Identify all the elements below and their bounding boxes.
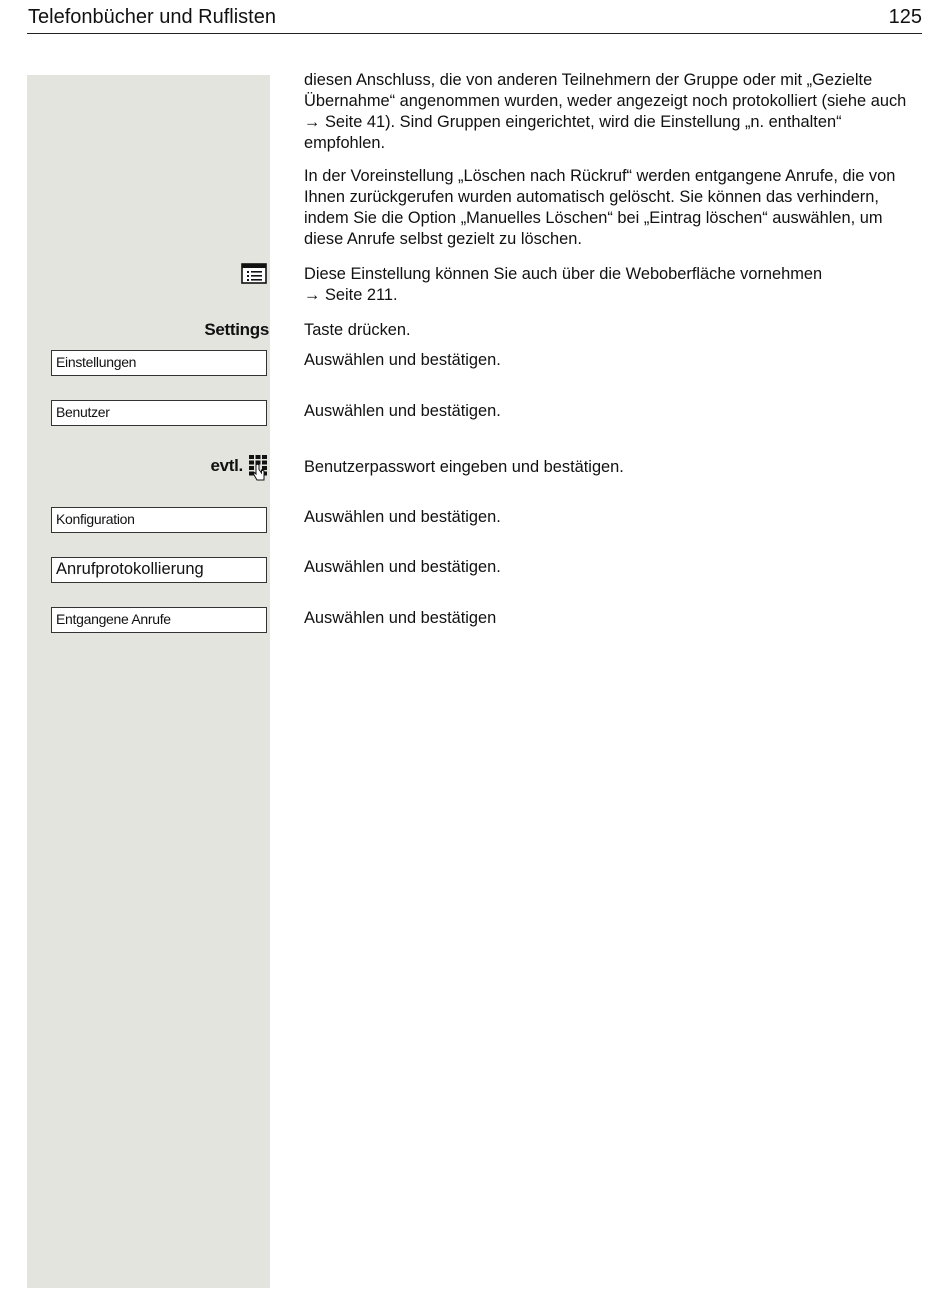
settings-key-label[interactable]: Settings	[204, 320, 269, 339]
anrufprotokollierung-instruction: Auswählen und bestätigen.	[304, 558, 501, 576]
web-note-page-link[interactable]: → Seite 211.	[304, 286, 398, 304]
page-title: Telefonbücher und Ruflisten	[28, 6, 276, 28]
benutzer-instruction: Auswählen und bestätigen.	[304, 402, 501, 420]
web-interface-icon	[241, 263, 267, 284]
intro-paragraph-2: In der Voreinstellung „Löschen nach Rückruf“ werden entgangene Anrufe, die von Ihnen zurückgerufen wurden automatisch gelöscht. Sie können das verhindern, indem Sie die Option „Manuelles Löschen“ bei „Eintrag löschen“ auswählen, um diese Anrufe selbst gezielt zu löschen.	[304, 167, 896, 248]
menu-item-entgangene-anrufe[interactable]: Entgangene Anrufe	[51, 607, 267, 633]
header-divider	[27, 33, 922, 34]
evtl-label: evtl.	[210, 456, 243, 475]
sidebar-column	[27, 75, 270, 1288]
intro-paragraph-1: diesen Anschluss, die von anderen Teilnehmern der Gruppe oder mit „Gezielte Übernahme“ angenommen wurden, weder angezeigt noch protokolliert (siehe auch → Seite 41). Sind Gruppen eingerichtet, wird die Einstellung „n. enthalten“ empfohlen.	[304, 71, 907, 152]
page-number: 125	[888, 6, 922, 28]
menu-item-anrufprotokollierung[interactable]: Anrufprotokollierung	[51, 557, 267, 583]
web-note	[304, 264, 924, 306]
web-note-line-1: Diese Einstellung können Sie auch über die Weboberfläche vornehmen	[304, 265, 823, 283]
konfiguration-instruction: Auswählen und bestätigen.	[304, 508, 501, 526]
keypad-icon[interactable]	[248, 454, 268, 482]
menu-item-konfiguration[interactable]: Konfiguration	[51, 507, 267, 533]
settings-key-instruction: Taste drücken.	[304, 321, 411, 339]
menu-item-benutzer[interactable]: Benutzer	[51, 400, 267, 426]
menu-item-einstellungen[interactable]: Einstellungen	[51, 350, 267, 376]
entgangene-instruction: Auswählen und bestätigen	[304, 609, 497, 627]
password-instruction: Benutzerpasswort eingeben und bestätigen.	[304, 458, 624, 476]
einstellungen-instruction: Auswählen und bestätigen.	[304, 351, 501, 369]
